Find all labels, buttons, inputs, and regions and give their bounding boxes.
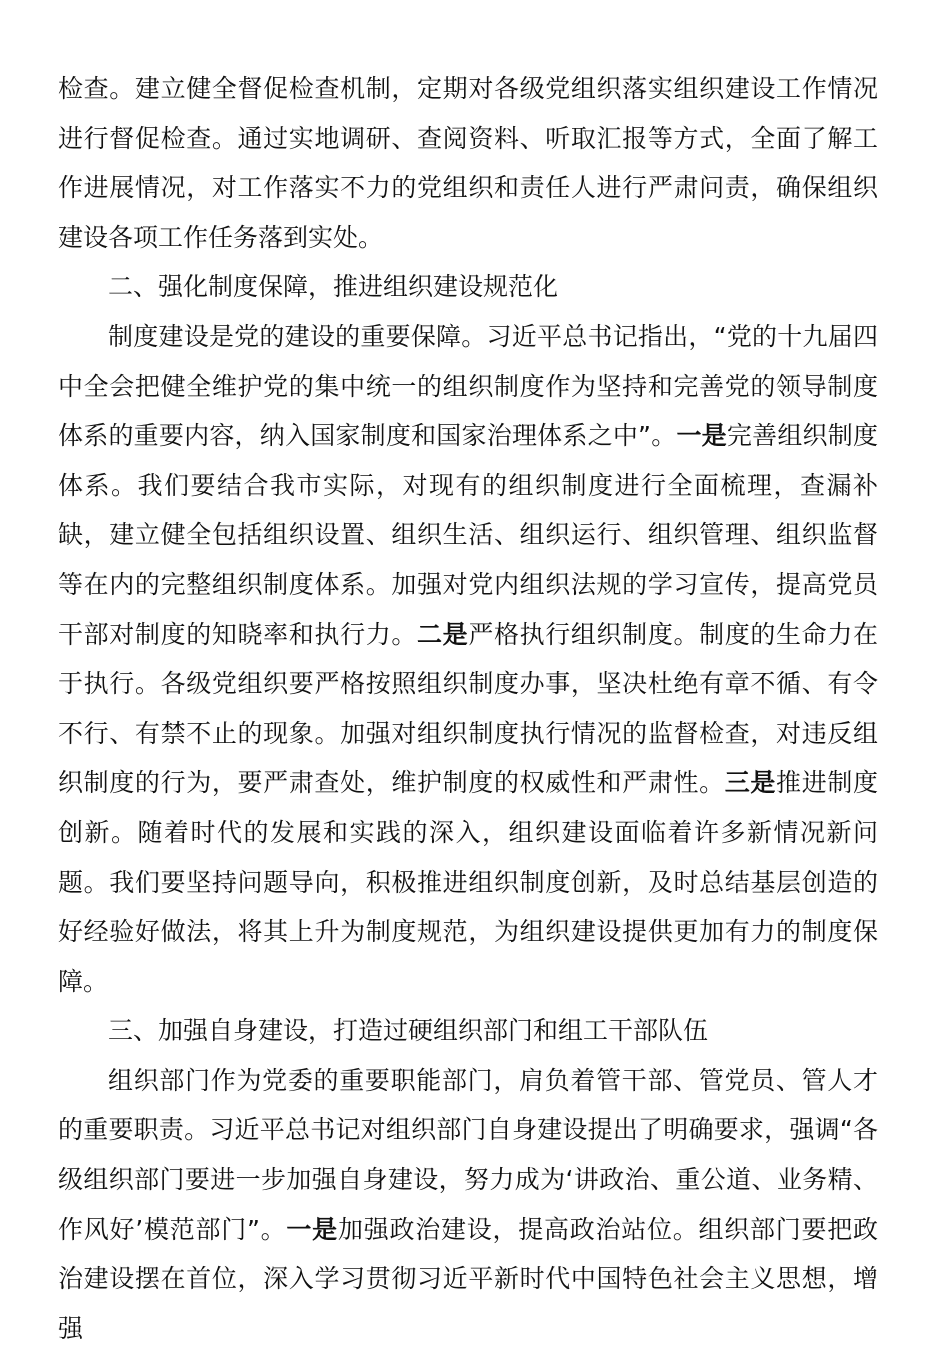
paragraph-continuation bbox=[58, 64, 878, 262]
emphasis-label: 三是 bbox=[724, 768, 777, 798]
document-body bbox=[58, 64, 878, 1353]
section-heading-2 bbox=[58, 262, 878, 312]
paragraph-text: 严格执行组织制度。制度的生命力在于执行。各级党组织要严格按照组织制度办事，坚决杜绝有章不循、有令不行、有禁不止的现象。加强对组织制度执行情况的监督检查，对违反组织制度的行为，要严肃查处，维护制度的权威性和严肃性。 bbox=[58, 619, 878, 798]
section-heading-text: 三、加强自身建设，打造过硬组织部门和组工干部队伍 bbox=[108, 1016, 709, 1046]
emphasis-label: 一是 bbox=[286, 1214, 338, 1244]
paragraph-self-building bbox=[58, 1056, 878, 1353]
paragraph-text: 检查。建立健全督促检查机制，定期对各级党组织落实组织建设工作情况进行督促检查。通过实地调研、查阅资料、听取汇报等方式，全面了解工作进展情况，对工作落实不力的党组织和责任人进行严肃问责，确保组织建设各项工作任务落到实处。 bbox=[58, 74, 878, 252]
emphasis-label: 一是 bbox=[676, 421, 727, 451]
paragraph-text: 推进制度创新。随着时代的发展和实践的深入，组织建设面临着许多新情况新问题。我们要坚持问题导向，积极推进组织制度创新，及时总结基层创造的好经验好做法，将其上升为制度规范，为组织建设提供更加有力的制度保障。 bbox=[58, 768, 878, 996]
paragraph-text: 完善组织制度体系。我们要结合我市实际，对现有的组织制度进行全面梳理，查漏补缺，建立健全包括组织设置、组织生活、组织运行、组织管理、组织监督等在内的完整组织制度体系。加强对党内组织法规的学习宣传，提高党员干部对制度的知晓率和执行力。 bbox=[58, 421, 878, 649]
paragraph-text: 制度建设是党的建设的重要保障。习近平总书记指出，“党的十九届四中全会把健全维护党的集中统一的组织制度作为坚持和完善党的领导制度体系的重要内容，纳入国家制度和国家治理体系之中”。 bbox=[58, 321, 878, 451]
emphasis-label: 二是 bbox=[417, 619, 469, 649]
paragraph-system-building bbox=[58, 312, 878, 1006]
section-heading-text: 二、强化制度保障，推进组织建设规范化 bbox=[108, 272, 559, 302]
paragraph-text: 加强政治建设，提高政治站位。组织部门要把政治建设摆在首位，深入学习贯彻习近平新时代中国特色社会主义思想，增强 bbox=[58, 1214, 878, 1343]
section-heading-3 bbox=[58, 1006, 878, 1056]
paragraph-text: 组织部门作为党委的重要职能部门，肩负着管干部、管党员、管人才的重要职责。习近平总书记对组织部门自身建设提出了明确要求，强调“各级组织部门要进一步加强自身建设，努力成为‘讲政治、重公道、业务精、作风好’模范部门”。 bbox=[58, 1065, 878, 1244]
